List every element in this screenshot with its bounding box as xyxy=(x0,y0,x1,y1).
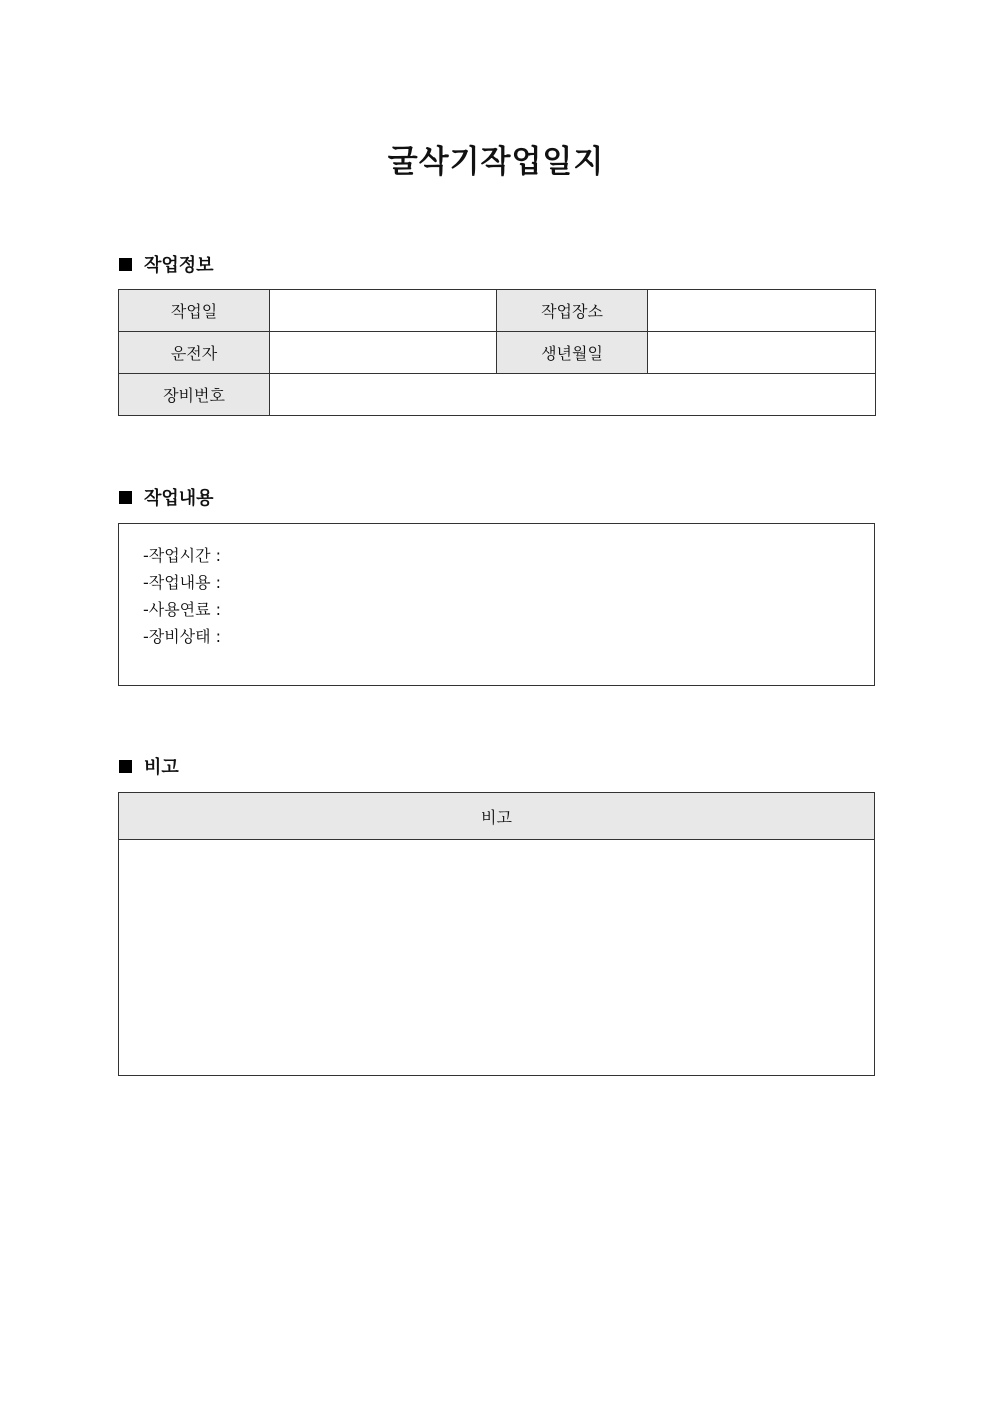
work-content-lines xyxy=(143,542,221,650)
birth-date-field[interactable] xyxy=(648,332,876,374)
driver-field[interactable] xyxy=(270,332,497,374)
table-row xyxy=(119,290,876,332)
work-date-label: 작업일 xyxy=(119,290,270,332)
table-row xyxy=(119,332,876,374)
work-time-line: -작업시간 : xyxy=(143,546,222,565)
document-title: 굴삭기작업일지 xyxy=(387,144,605,180)
remarks-header: 비고 xyxy=(119,793,874,840)
section-heading-content-label: 작업내용 xyxy=(144,488,214,509)
work-place-field[interactable] xyxy=(648,290,876,332)
table-row xyxy=(119,374,876,416)
section-heading-remarks xyxy=(119,754,179,778)
work-date-field[interactable] xyxy=(270,290,497,332)
work-info-table xyxy=(118,289,876,416)
birth-date-label: 생년월일 xyxy=(497,332,648,374)
section-heading-remarks-label: 비고 xyxy=(144,757,179,778)
driver-label: 운전자 xyxy=(119,332,270,374)
square-bullet-icon xyxy=(119,258,132,271)
square-bullet-icon xyxy=(119,760,132,773)
equipment-no-field[interactable] xyxy=(270,374,876,416)
remarks-box xyxy=(118,792,875,1076)
section-heading-info xyxy=(119,252,214,276)
square-bullet-icon xyxy=(119,491,132,504)
section-heading-info-label: 작업정보 xyxy=(144,255,214,276)
section-heading-content xyxy=(119,485,214,509)
remarks-body-field[interactable] xyxy=(119,840,874,1075)
fuel-used-line: -사용연료 : xyxy=(143,600,222,619)
work-detail-line: -작업내용 : xyxy=(143,573,222,592)
equipment-status-line: -장비상태 : xyxy=(143,627,222,646)
work-content-box[interactable] xyxy=(118,523,875,686)
equipment-no-label: 장비번호 xyxy=(119,374,270,416)
work-place-label: 작업장소 xyxy=(497,290,648,332)
